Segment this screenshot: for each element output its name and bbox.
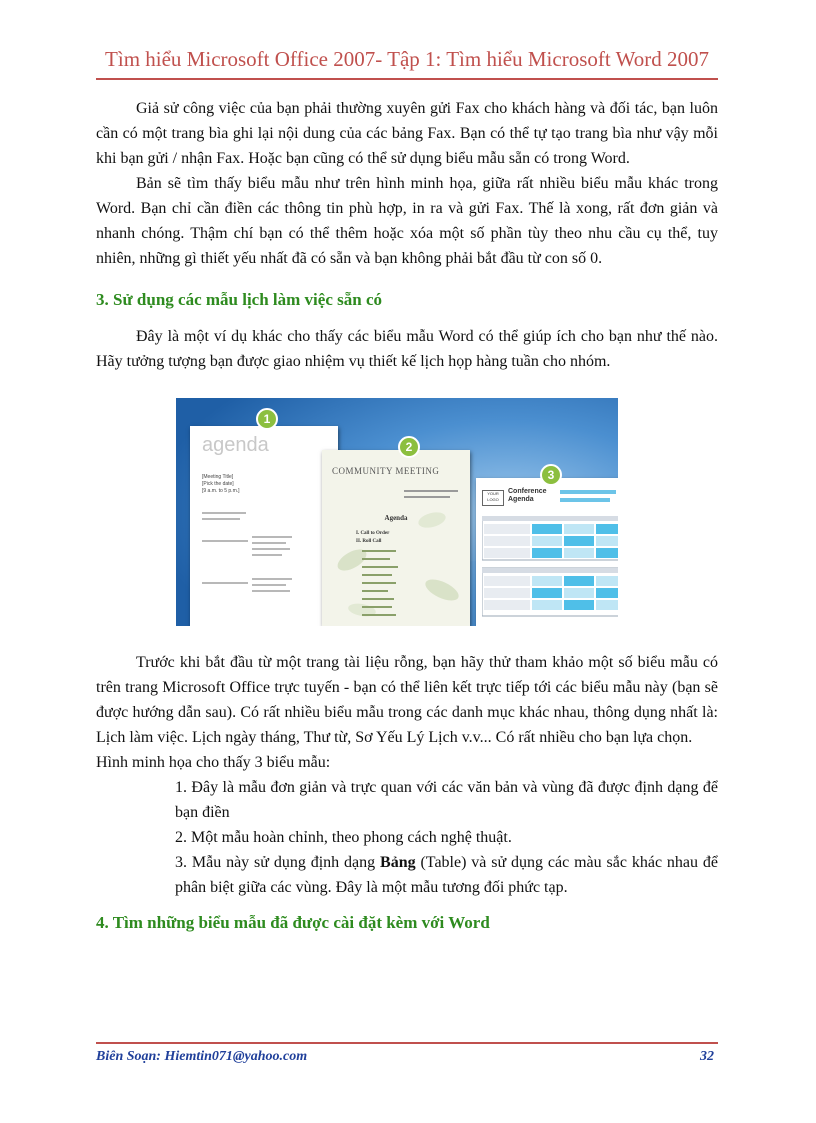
doc3-logo: YOUR LOGO [482,490,504,506]
doc1-line [202,518,240,520]
template-illustration [176,398,618,626]
list-item-3-text-end: (Table) và sử dụng các màu sắc khác nhau để phân biệt giữa các vùng. Đây là một mẫu tương đối phức tạp. [175,854,719,896]
paragraph-fax: Giả sử công việc của bạn phải thường xuyên gửi Fax cho khách hàng và đối tác, bạn luôn cần có một trang bìa ghi lại nội dung của các bảng Fax. Bạn có thể tự tạo trang bìa như vậy mỗi khi bạn gửi / nhận Fax. Hoặc bạn cũng có thể sử dụng biểu mẫu sẵn có trong Word. [96,100,718,167]
footer-author: Biên Soạn: Hiemtin071@yahoo.com [96,1049,308,1064]
page-number: 32 [700,1049,714,1064]
doc1-line [202,512,246,514]
paragraph-template-info: Bản sẽ tìm thấy biểu mẫu như trên hình minh họa, giữa rất nhiều biểu mẫu khác trong Word. Bạn chỉ cần điền các thông tin phù hợp, in ra và gửi Fax. Thế là xong, rất đơn giản và nhanh chóng. Thậm chí bạn có thể thêm hoặc xóa một số phần tùy theo nhu cầu cụ thể, tuy nhiên, những gì thiết yếu nhất đã có sẵn và bạn không phải bắt đầu từ con số 0. [96,175,718,267]
doc2-item-2: II. Roll Call [356,539,382,544]
doc1-field-3: [9 a.m. to 5 p.m.] [202,488,240,494]
doc2-line [362,590,388,592]
doc3-bar [560,490,616,494]
doc1-line [252,548,290,550]
list-item-2: 2. Một mẫu hoàn chỉnh, theo phong cách nghệ thuật. [175,829,512,846]
doc2-line [362,566,398,568]
section-heading-3: 3. Sử dụng các mẫu lịch làm việc sẵn có [96,290,382,309]
paragraph-online-templates: Trước khi bắt đầu từ một trang tài liệu rỗng, bạn hãy thử tham khảo một số biểu mẫu có trên trang Microsoft Office trực tuyến - bạn có thể liên kết trực tiếp tới các biểu mẫu này (bạn sẽ được hướng dẫn sau). Có rất nhiều biểu mẫu trong các danh mục khác nhau, thông dụng nhất là: Lịch làm việc. Lịch ngày tháng, Thư từ, Sơ Yếu Lý Lịch v.v... Có rất nhiều cho bạn lựa chọn. [96,654,718,746]
paragraph-agenda-example: Đây là một ví dụ khác cho thấy các biểu mẫu Word có thể giúp ích cho bạn như thế nào. Hãy tưởng tượng bạn được giao nhiệm vụ thiết kế lịch họp hàng tuần cho nhóm. [96,328,718,370]
doc2-line [404,490,458,492]
doc1-line [252,536,292,538]
doc2-line [362,574,392,576]
leaf-pattern-icon [322,450,470,626]
list-item-3-bold: Bảng [380,854,416,871]
doc1-line [252,554,282,556]
doc2-title: COMMUNITY MEETING [332,466,440,476]
section-heading-4: 4. Tìm những biểu mẫu đã được cài đặt kèm với Word [96,913,490,932]
callout-badge-2: 2 [398,436,420,458]
doc1-line [202,540,248,542]
doc2-line [362,550,396,552]
page-footer [96,1042,718,1064]
doc1-line [252,590,290,592]
doc1-line [252,584,286,586]
doc3-bar [560,498,610,502]
template-doc-community-meeting [322,450,470,626]
page-content [96,96,718,935]
doc3-title: Conference Agenda [508,488,547,503]
doc2-item-1: I. Call to Order [356,531,390,536]
doc2-line [404,496,450,498]
template-doc-simple-agenda [190,426,338,626]
doc2-line [362,606,392,608]
list-item-3 [175,850,718,900]
doc3-table [482,516,618,620]
page-header [96,44,718,80]
callout-badge-3: 3 [540,464,562,486]
doc1-line [202,582,248,584]
doc1-field-2: [Pick the date] [202,481,234,487]
template-doc-conference-agenda [476,478,618,626]
doc2-subtitle: Agenda [384,514,408,522]
list-item-3-text: 3. Mẫu này sử dụng định dạng [175,854,381,871]
doc2-line [362,558,390,560]
paragraph-figure-intro: Hình minh họa cho thấy 3 biểu mẫu: [96,754,331,771]
doc1-line [252,578,292,580]
doc1-line [252,542,286,544]
header-title: Tìm hiểu Microsoft Office 2007- Tập 1: Tìm hiểu Microsoft Word 2007 [105,47,709,71]
doc2-line [362,598,394,600]
list-item-1: 1. Đây là mẫu đơn giản và trực quan với các văn bản và vùng đã được định dạng để bạn điền [175,779,718,821]
doc1-field-1: [Meeting Title] [202,474,234,480]
doc1-title: agenda [202,434,269,456]
doc2-line [362,582,396,584]
callout-badge-1: 1 [256,408,278,430]
doc2-line [362,614,396,616]
